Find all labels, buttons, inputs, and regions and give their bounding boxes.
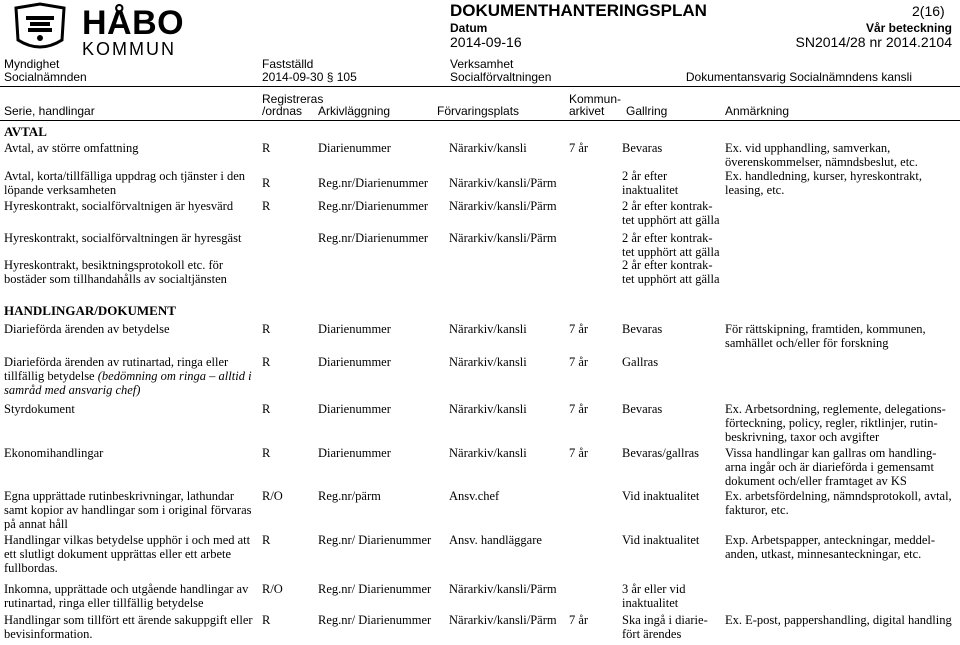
handlingar-row-7-arkivlaggning: Reg.nr/ Diarienummer (318, 613, 432, 627)
dokumentansvarig: Dokumentansvarig Socialnämndens kansli (685, 70, 912, 84)
handlingar-row-3-anmarkning: Vissa handlingar kan gallras om handling- arna ingår och är diarieförda i gemensamt dokument och/eller framtaget av KS (725, 446, 937, 488)
handlingar-row-1-serie: Diarieförda ärenden av rutinartad, ringa eller tillfällig betydelse (bedömning om ringa – alltid i samråd med ansvarig chef) (4, 355, 252, 397)
avtal-row-1-registreras: R (262, 176, 271, 190)
handlingar-row-5-registreras: R (262, 533, 271, 547)
hbo-kommun-logo (4, 2, 185, 59)
handlingar-row-3-arkivlaggning: Diarienummer (318, 446, 391, 460)
handlingar-row-1-arkivlaggning: Diarienummer (318, 355, 391, 369)
col-registreras-line1: Registreras (262, 92, 324, 106)
handlingar-row-7-forvaringsplats: Närarkiv/kansli/Pärm (449, 613, 557, 627)
verksamhet-label: Verksamhet (450, 57, 514, 71)
handlingar-row-7-registreras: R (262, 613, 271, 627)
col-kommunarkivet-line1: Kommun- (569, 92, 622, 106)
header-top-rule (0, 86, 960, 87)
datum-value: 2014-09-16 (450, 34, 522, 50)
avtal-row-0-registreras: R (262, 141, 271, 155)
handlingar-row-0-arkivlaggning: Diarienummer (318, 322, 391, 336)
handlingar-row-7-serie: Handlingar som tillfört ett ärende sakuppgift eller bevisinformation. (4, 613, 253, 641)
avtal-row-4-serie: Hyreskontrakt, besiktningsprotokoll etc. för bostäder som tillhandahålls av socialtjänsten (4, 258, 227, 286)
handlingar-row-5-arkivlaggning: Reg.nr/ Diarienummer (318, 533, 432, 547)
handlingar-row-3-forvaringsplats: Närarkiv/kansli (449, 446, 527, 460)
handlingar-row-3-registreras: R (262, 446, 271, 460)
logo-text-kommun: KOMMUN (82, 39, 176, 59)
handlingar-row-4-gallring: Vid inaktualitet (622, 489, 700, 503)
avtal-row-3-forvaringsplats: Närarkiv/kansli/Pärm (449, 231, 557, 245)
col-registreras-line2: /ordnas (262, 104, 303, 118)
avtal-row-2-gallring: 2 år efter kontrak- tet upphört att gälla (622, 199, 720, 227)
avtal-row-1-forvaringsplats: Närarkiv/kansli/Pärm (449, 176, 557, 190)
avtal-row-1-anmarkning: Ex. handledning, kurser, hyreskontrakt, leasing, etc. (725, 169, 923, 197)
avtal-row-3-serie: Hyreskontrakt, socialförvaltningen är hyresgäst (4, 231, 242, 245)
faststalld-value: 2014-09-30 § 105 (262, 70, 357, 84)
avtal-row-0-gallring: Bevaras (622, 141, 663, 155)
myndighet-value: Socialnämnden (4, 70, 87, 84)
datum-label: Datum (450, 21, 488, 35)
handlingar-row-2-kommunarkivet: 7 år (569, 402, 589, 416)
handlingar-row-4-arkivlaggning: Reg.nr/pärm (318, 489, 381, 503)
handlingar-row-0-forvaringsplats: Närarkiv/kansli (449, 322, 527, 336)
avtal-row-1-gallring: 2 år efter inaktualitet (622, 169, 679, 197)
avtal-row-4-gallring: 2 år efter kontrak- tet upphört att gälla (622, 258, 720, 286)
avtal-row-2-forvaringsplats: Närarkiv/kansli/Pärm (449, 199, 557, 213)
handlingar-row-1-kommunarkivet: 7 år (569, 355, 589, 369)
handlingar-row-4-anmarkning: Ex. arbetsfördelning, nämndsprotokoll, avtal, fakturor, etc. (725, 489, 952, 517)
handlingar-row-2-forvaringsplats: Närarkiv/kansli (449, 402, 527, 416)
avtal-row-0-anmarkning: Ex. vid upphandling, samverkan, överenskommelser, nämndsbeslut, etc. (725, 141, 918, 169)
handlingar-row-6-registreras: R/O (262, 582, 283, 596)
handlingar-row-5-gallring: Vid inaktualitet (622, 533, 700, 547)
handlingar-row-0-anmarkning: För rättskipning, framtiden, kommunen, samhället och/eller för forskning (725, 322, 926, 350)
document-title: DOKUMENTHANTERINGSPLAN (450, 1, 707, 20)
handlingar-row-6-arkivlaggning: Reg.nr/ Diarienummer (318, 582, 432, 596)
avtal-row-0-arkivlaggning: Diarienummer (318, 141, 391, 155)
col-arkivlaggning: Arkivläggning (318, 104, 391, 118)
handlingar-row-0-kommunarkivet: 7 år (569, 322, 589, 336)
col-kommunarkivet-line2: arkivet (569, 104, 605, 118)
handlingar-row-7-anmarkning: Ex. E-post, pappershandling, digital handling (725, 613, 952, 627)
reference-label: Vår beteckning (865, 21, 952, 35)
handlingar-row-4-serie: Egna upprättade rutinbeskrivningar, lathundar samt kopior av handlingar som i original förvaras på annat håll (4, 489, 252, 531)
handlingar-row-3-kommunarkivet: 7 år (569, 446, 589, 460)
reference-value: SN2014/28 nr 2014.2104 (795, 34, 952, 50)
section-handlingar: HANDLINGAR/DOKUMENT (4, 303, 176, 318)
header-bottom-rule (0, 120, 960, 121)
section-avtal: AVTAL (4, 124, 47, 139)
handlingar-row-5-anmarkning: Exp. Arbetspapper, anteckningar, meddel- anden, utkast, minnesanteckningar, etc. (725, 533, 936, 561)
handlingar-row-2-serie: Styrdokument (4, 402, 75, 416)
avtal-row-0-serie: Avtal, av större omfattning (4, 141, 139, 155)
handlingar-row-2-gallring: Bevaras (622, 402, 663, 416)
avtal-row-3-arkivlaggning: Reg.nr/Diarienummer (318, 231, 429, 245)
handlingar-row-7-gallring: Ska ingå i diarie- fört ärendes (622, 613, 708, 641)
avtal-row-0-forvaringsplats: Närarkiv/kansli (449, 141, 527, 155)
handlingar-row-7-kommunarkivet: 7 år (569, 613, 589, 627)
handlingar-row-6-serie: Inkomna, upprättade och utgående handlingar av rutinartad, ringa eller tillfällig betydelse (4, 582, 249, 610)
avtal-row-2-arkivlaggning: Reg.nr/Diarienummer (318, 199, 429, 213)
col-forvaringsplats: Förvaringsplats (437, 104, 520, 118)
handlingar-row-1-registreras: R (262, 355, 271, 369)
handlingar-row-0-gallring: Bevaras (622, 322, 663, 336)
avtal-row-1-serie: Avtal, korta/tillfälliga uppdrag och tjänster i den löpande verksamheten (4, 169, 246, 197)
handlingar-row-2-registreras: R (262, 402, 271, 416)
verksamhet-value: Socialförvaltningen (450, 70, 552, 84)
handlingar-row-2-arkivlaggning: Diarienummer (318, 402, 391, 416)
crown-emblem-icon (4, 2, 76, 56)
logo-text-habo: HÅBO (82, 4, 185, 42)
handlingar-row-3-gallring: Bevaras/gallras (622, 446, 700, 460)
col-gallring: Gallring (626, 104, 668, 118)
handlingar-row-1-forvaringsplats: Närarkiv/kansli (449, 355, 527, 369)
col-anmarkning: Anmärkning (725, 104, 790, 118)
myndighet-label: Myndighet (4, 57, 60, 71)
handlingar-row-4-registreras: R/O (262, 489, 283, 503)
col-serie-handlingar: Serie, handlingar (4, 104, 95, 118)
avtal-row-2-registreras: R (262, 199, 271, 213)
avtal-row-1-arkivlaggning: Reg.nr/Diarienummer (318, 176, 429, 190)
avtal-row-2-serie: Hyreskontrakt, socialförvaltnigen är hyesvärd (4, 199, 234, 213)
faststalld-label: Fastställd (262, 57, 314, 71)
handlingar-row-2-anmarkning: Ex. Arbetsordning, reglemente, delegations- förteckning, policy, regler, riktlinjer, rutin- beskrivning, taxor och avgifter (725, 402, 946, 444)
handlingar-row-6-forvaringsplats: Närarkiv/kansli/Pärm (449, 582, 557, 596)
handlingar-row-6-gallring: 3 år eller vid inaktualitet (622, 582, 686, 610)
handlingar-row-4-forvaringsplats: Ansv.chef (449, 489, 500, 503)
handlingar-row-0-serie: Diarieförda ärenden av betydelse (4, 322, 170, 336)
handlingar-row-1-gallring: Gallras (622, 355, 659, 369)
avtal-row-0-kommunarkivet: 7 år (569, 141, 589, 155)
page-number: 2(16) (912, 3, 945, 19)
handlingar-row-3-serie: Ekonomihandlingar (4, 446, 104, 460)
avtal-row-3-gallring: 2 år efter kontrak- tet upphört att gälla (622, 231, 720, 259)
handlingar-row-5-serie: Handlingar vilkas betydelse upphör i och med att ett slutligt dokument upprättas eller ett arbete fullbordas. (4, 533, 251, 575)
handlingar-row-0-registreras: R (262, 322, 271, 336)
handlingar-row-5-forvaringsplats: Ansv. handläggare (449, 533, 542, 547)
